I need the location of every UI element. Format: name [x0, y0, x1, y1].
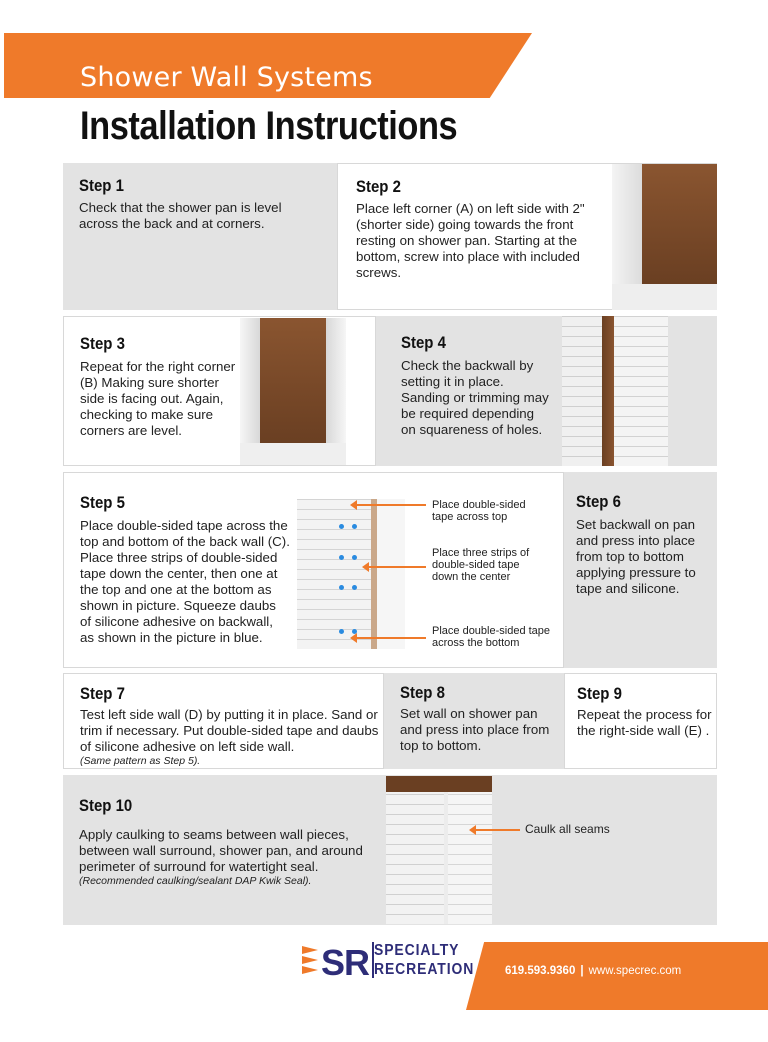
step-4-heading: Step 4 — [401, 333, 446, 352]
step-2-photo — [612, 164, 717, 310]
step-1-panel — [63, 163, 337, 310]
page-title: Installation Instructions — [80, 104, 458, 148]
silicone-dot — [339, 555, 344, 560]
callout-arrow-top — [356, 504, 426, 506]
step-1-text: Check that the shower pan is level across the back and at corners. — [79, 200, 282, 231]
step-9-text: Repeat the process for the right-side wall (E) . — [577, 707, 712, 738]
step-2-text: Place left corner (A) on left side with 2" (shorter side) going towards the front resting on shower pan. Starting at the bottom, screw into place with included screws. — [356, 201, 585, 280]
step-10-heading: Step 10 — [79, 796, 133, 815]
page-subtitle: Shower Wall Systems — [80, 62, 373, 93]
step-8-text: Set wall on shower pan and press into place from top to bottom. — [400, 706, 550, 753]
silicone-dot — [352, 524, 357, 529]
step-10-body: Apply caulking to seams between wall pieces, between wall surround, shower pan, and around perimeter of surround for watertight seal. — [79, 827, 363, 874]
step-1-heading: Step 1 — [79, 176, 124, 195]
logo-word-specialty: SPECIALTY — [374, 942, 460, 959]
step-2-heading: Step 2 — [356, 177, 401, 196]
step-5-heading: Step 5 — [80, 493, 125, 512]
step-4-text: Check the backwall by setting it in place. Sanding or trimming may be required depending on squareness of holes. — [401, 358, 549, 437]
website-link[interactable]: www.specrec.com — [588, 965, 682, 977]
step-6-panel — [564, 472, 717, 668]
step-10-note: (Recommended caulking/sealant DAP Kwik Seal). — [79, 875, 312, 887]
step-7-text — [80, 707, 380, 768]
logo-initials: SR — [321, 942, 370, 983]
step-10-text — [79, 827, 379, 888]
silicone-dot — [352, 555, 357, 560]
step-6-heading: Step 6 — [576, 492, 621, 511]
step-5-panel — [63, 472, 564, 668]
silicone-dot — [339, 524, 344, 529]
step-8-heading: Step 8 — [400, 683, 445, 702]
step-8-panel — [384, 673, 564, 769]
step-9-heading: Step 9 — [577, 684, 622, 703]
callout-arrow-bottom — [356, 637, 426, 639]
step-7-panel — [63, 673, 384, 769]
callout-bottom: Place double-sided tape across the bottom — [432, 625, 551, 649]
step-5-text: Place double-sided tape across the top and bottom of the back wall (C). Place three strips of double-sided tape down the center, then one at the top and one at the bottom as shown in picture. Squeeze daubs of silicone adhesive on backwall, as shown in the picture in blue. — [80, 518, 290, 645]
step-10-photo — [386, 776, 492, 924]
callout-top: Place double-sided tape across top — [432, 499, 526, 523]
step-3-heading: Step 3 — [80, 334, 125, 353]
contact-separator: | — [580, 965, 584, 977]
step-2-panel — [337, 163, 717, 310]
step-4-panel — [376, 316, 717, 466]
step-3-panel — [63, 316, 376, 466]
callout-arrow-center — [368, 566, 426, 568]
step-4-photo — [562, 316, 668, 466]
step-5-photo — [297, 499, 405, 649]
phone-number: 619.593.9360 — [505, 965, 576, 977]
step-10-panel — [63, 775, 717, 925]
step-6-text: Set backwall on pan and press into place from top to bottom applying pressure to tape and silicone. — [576, 517, 696, 596]
step-9-panel — [564, 673, 717, 769]
silicone-dot — [339, 585, 344, 590]
callout-center: Place three strips of double-sided tape down the center — [432, 547, 530, 583]
step-3-text: Repeat for the right corner (B) Making sure shorter side is facing out. Again, checking to make sure corners are level. — [80, 359, 236, 438]
callout-arrow-caulk — [475, 829, 520, 831]
step-7-note: (Same pattern as Step 5). — [80, 755, 201, 767]
step-7-heading: Step 7 — [80, 684, 125, 703]
contact-info — [505, 965, 681, 977]
logo-word-recreation: RECREATION — [374, 961, 475, 978]
step-3-photo — [240, 318, 346, 465]
silicone-dot — [352, 585, 357, 590]
logo-mark — [302, 942, 320, 978]
callout-caulk: Caulk all seams — [525, 822, 610, 836]
step-7-body: Test left side wall (D) by putting it in place. Sand or trim if necessary. Put double-sided tape and daubs of silicone adhesive on left side wall. — [80, 707, 379, 754]
silicone-dot — [339, 629, 344, 634]
